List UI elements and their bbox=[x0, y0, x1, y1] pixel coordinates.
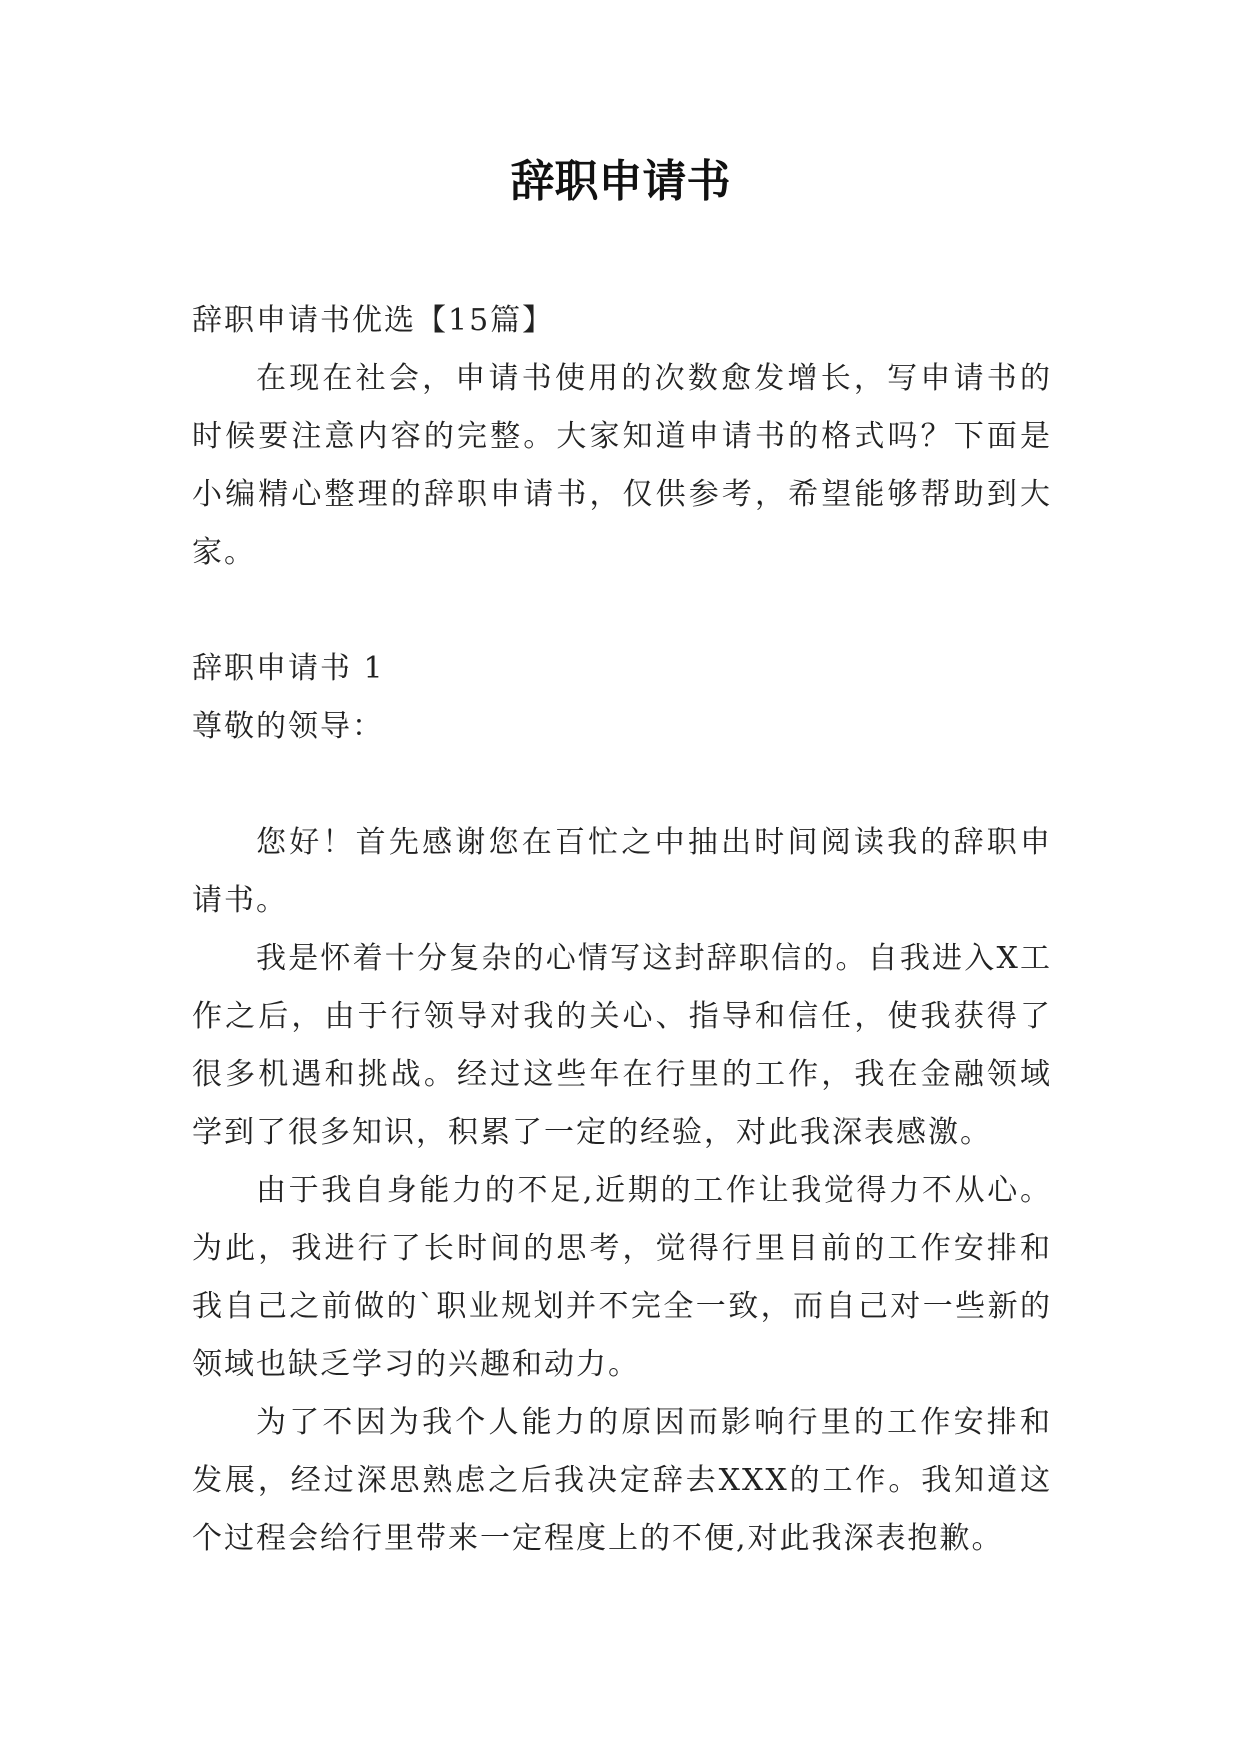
document-subtitle: 辞职申请书优选【15篇】 bbox=[192, 303, 555, 338]
spacer bbox=[192, 756, 1052, 814]
document-body bbox=[192, 292, 1052, 1568]
body-paragraph: 我是怀着十分复杂的心情写这封辞职信的。自我进入X工作之后，由于行领导对我的关心、指导和信任，使我获得了很多机遇和挑战。经过这些年在行里的工作，我在金融领域学到了很多知识，积累了一定的经验，对此我深表感激。 bbox=[192, 941, 1052, 1150]
intro-paragraph: 在现在社会，申请书使用的次数愈发增长，写申请书的时候要注意内容的完整。大家知道申请书的格式吗？下面是小编精心整理的辞职申请书，仅供参考，希望能够帮助到大家。 bbox=[192, 361, 1052, 570]
salutation: 尊敬的领导： bbox=[192, 709, 384, 744]
body-paragraph: 由于我自身能力的不足,近期的工作让我觉得力不从心。为此，我进行了长时间的思考，觉得行里目前的工作安排和我自己之前做的`职业规划并不完全一致，而自己对一些新的领域也缺乏学习的兴趣和动力。 bbox=[192, 1173, 1052, 1382]
body-paragraph: 为了不因为我个人能力的原因而影响行里的工作安排和发展，经过深思熟虑之后我决定辞去XXX的工作。我知道这个过程会给行里带来一定程度上的不便,对此我深表抱歉。 bbox=[192, 1405, 1052, 1556]
body-paragraph: 您好！首先感谢您在百忙之中抽出时间阅读我的辞职申请书。 bbox=[192, 825, 1052, 918]
spacer bbox=[192, 582, 1052, 640]
section-heading: 辞职申请书 1 bbox=[192, 651, 385, 686]
document-title: 辞职申请书 bbox=[510, 156, 731, 207]
